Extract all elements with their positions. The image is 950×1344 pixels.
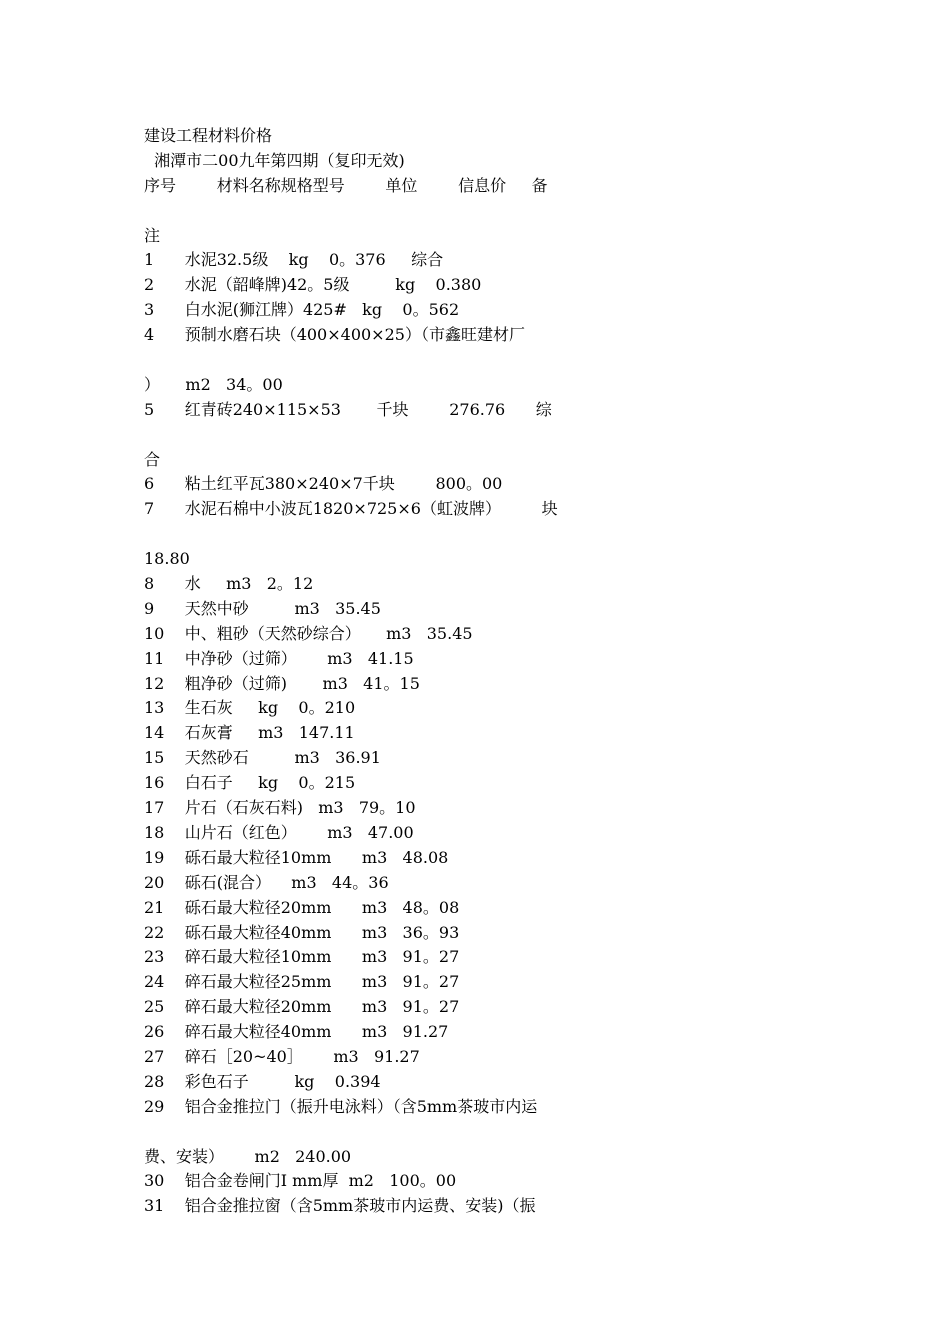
list-item: 22 砾石最大粒径40mm m3 36。93 (144, 922, 460, 942)
document-title: 建设工程材料价格 (144, 126, 273, 145)
list-item: 6 粘土红平瓦380×240×7千块 800。00 (144, 474, 503, 494)
blank-line (144, 348, 844, 373)
list-item: 7 水泥石棉中小波瓦1820×725×6（虹波牌） 块 (144, 499, 558, 519)
list-item: 15 天然砂石 m3 36.91 (144, 748, 381, 768)
blank-line (144, 199, 844, 224)
list-item: 13 生石灰 kg 0。210 (144, 698, 356, 718)
list-item: 28 彩色石子 kg 0.394 (144, 1071, 381, 1091)
price-list (144, 248, 844, 1219)
blank-line (144, 522, 844, 547)
list-item: 23 碎石最大粒径10mm m3 91。27 (144, 947, 460, 967)
list-item: 31 铝合金推拉窗（含5mm茶玻市内运费、安装)（振 (144, 1196, 536, 1216)
document-subtitle: 湘潭市二00九年第四期（复印无效) (144, 150, 405, 170)
list-item: 合 (144, 449, 161, 469)
list-item: 16 白石子 kg 0。215 (144, 773, 356, 793)
list-item: 25 碎石最大粒径20mm m3 91。27 (144, 997, 460, 1017)
list-item: 24 碎石最大粒径25mm m3 91。27 (144, 972, 460, 992)
table-header: 序号 材料名称规格型号 单位 信息价 备 (144, 175, 548, 195)
list-item: 5 红青砖240×115×53 千块 276.76 综 (144, 399, 552, 419)
list-item: ） m2 34。00 (144, 374, 283, 394)
list-item: 26 碎石最大粒径40mm m3 91.27 (144, 1022, 449, 1042)
list-item: 29 铝合金推拉门（振升电泳料）（含5mm茶玻市内运 (144, 1096, 538, 1116)
list-item: 21 砾石最大粒径20mm m3 48。08 (144, 897, 460, 917)
list-item: 3 白水泥(狮江牌）425# kg 0。562 (144, 300, 460, 320)
list-item: 17 片石（石灰石料) m3 79。10 (144, 798, 416, 818)
list-item: 30 铝合金卷闸门I mm厚 m2 100。00 (144, 1171, 457, 1191)
table-header-continuation: 注 (144, 225, 161, 245)
list-item: 10 中、粗砂（天然砂综合） m3 35.45 (144, 623, 473, 643)
list-item: 18 山片石（红色） m3 47.00 (144, 822, 414, 842)
list-item: 18.80 (144, 549, 190, 569)
blank-line (144, 1120, 844, 1145)
blank-line (144, 423, 844, 448)
list-item: 20 砾石(混合） m3 44。36 (144, 872, 389, 892)
list-item: 8 水 m3 2。12 (144, 574, 314, 594)
list-item: 12 粗净砂（过筛) m3 41。15 (144, 673, 420, 693)
list-item: 11 中净砂（过筛） m3 41.15 (144, 648, 414, 668)
list-item: 1 水泥32.5级 kg 0。376 综合 (144, 250, 444, 270)
list-item: 19 砾石最大粒径10mm m3 48.08 (144, 847, 449, 867)
document-page (144, 124, 844, 1219)
list-item: 14 石灰膏 m3 147.11 (144, 723, 355, 743)
list-item: 4 预制水磨石块（400×400×25）（市鑫旺建材厂 (144, 325, 525, 345)
list-item: 9 天然中砂 m3 35.45 (144, 598, 381, 618)
list-item: 27 碎石［20~40］ m3 91.27 (144, 1046, 420, 1066)
list-item: 费、安装） m2 240.00 (144, 1146, 352, 1166)
list-item: 2 水泥（韶峰牌)42。5级 kg 0.380 (144, 275, 482, 295)
